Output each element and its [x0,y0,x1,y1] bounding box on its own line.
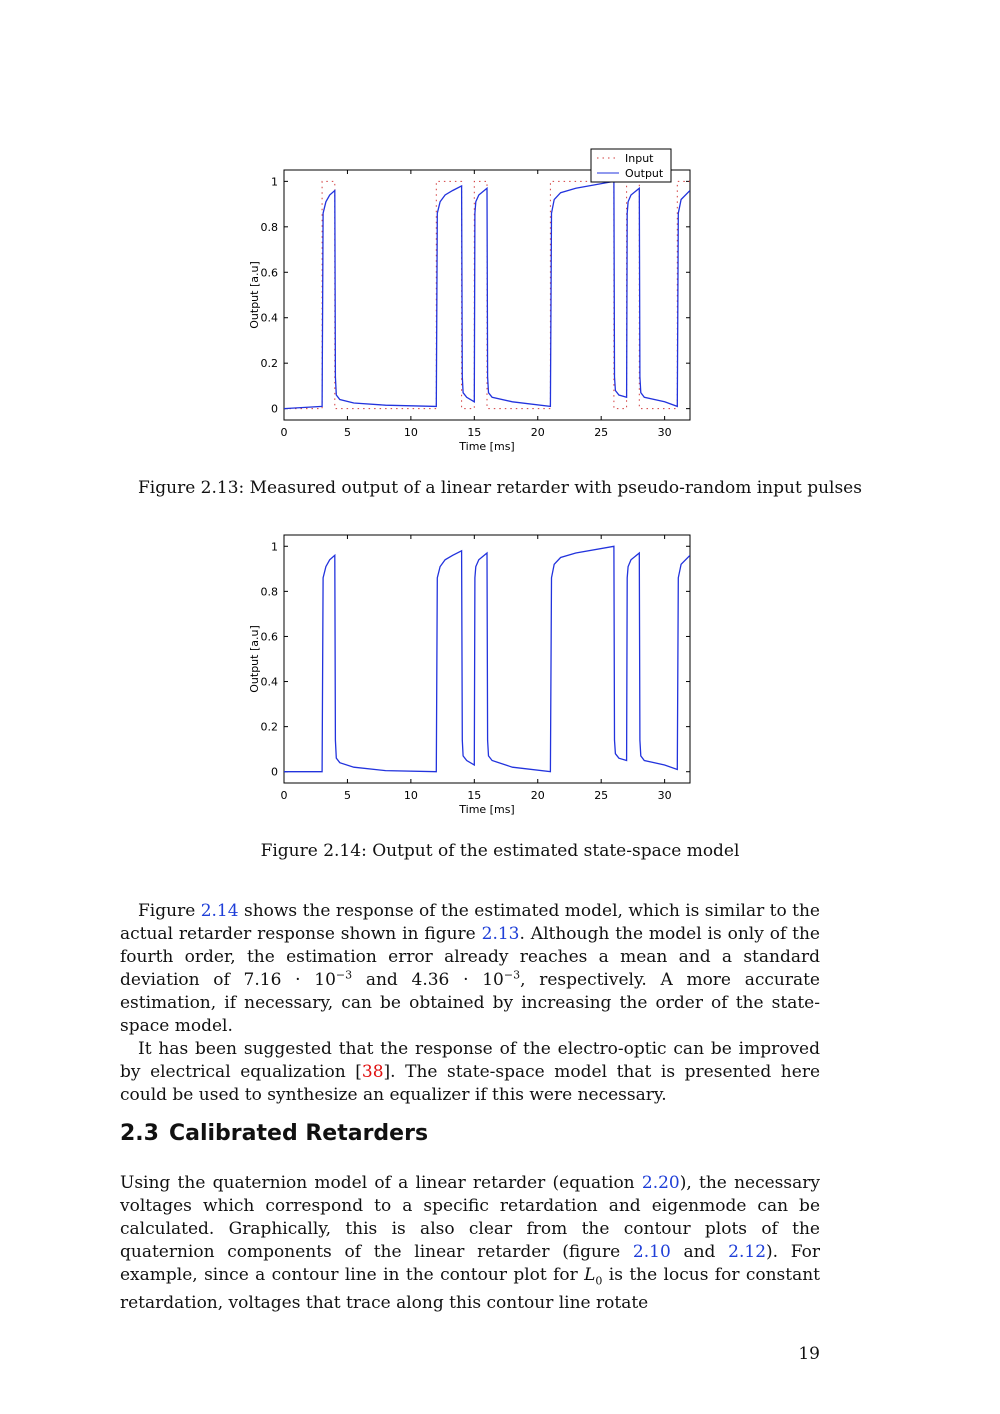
y-tick-label: 0.2 [260,720,278,734]
y-tick-label: 0.4 [260,311,278,325]
text-run: Using the quaternion model of a linear retarder (equation [120,1173,642,1193]
page-number: 19 [798,1344,820,1364]
figure-2-14 [240,525,700,825]
x-tick-label: 0 [280,426,288,439]
y-axis-label: Output [a.u] [248,625,261,693]
x-tick-label: 15 [467,426,482,439]
exponent: −3 [503,968,521,982]
x-tick-label: 15 [467,789,482,802]
text-run: and 4.36 · 10 [352,970,504,990]
text-run: ). For example, since a contour line in the contour plot for [120,1242,820,1285]
y-tick-label: 1 [271,540,278,554]
figure-2-13 [240,140,700,460]
y-tick-label: 0.8 [260,585,278,599]
figure-2-14-caption: Figure 2.14: Output of the estimated state-space model [260,841,740,861]
y-tick-label: 0 [271,402,278,416]
y-tick-label: 0.6 [260,630,278,644]
x-axis-label: Time [ms] [459,803,515,816]
text-run: Figure [138,901,201,921]
body-text-block-2 [120,1172,820,1315]
paragraph-2 [120,1038,820,1107]
figure-ref-2-12[interactable]: 2.12 [728,1242,767,1262]
x-axis-label: Time [ms] [459,440,515,453]
series-line-output [284,181,690,408]
series-line-model-output [284,546,690,771]
chart-model-output [240,525,700,825]
section-number: 2.3 [120,1121,159,1146]
figure-ref-2-10[interactable]: 2.10 [632,1242,671,1262]
figure-2-13-caption: Figure 2.13: Measured output of a linear retarder with pseudo-random input pulses [138,478,862,498]
equation-ref-2-20[interactable]: 2.20 [641,1173,680,1193]
paragraph-1 [120,900,820,1038]
text-run: ]. The state-space model that is presented here could be used to synthesize an equalizer if this were necessary. [120,1062,821,1105]
figure-ref-2-14[interactable]: 2.14 [200,901,239,921]
x-tick-label: 30 [657,789,672,802]
x-tick-label: 30 [657,426,672,439]
figure-ref-2-13[interactable]: 2.13 [481,924,520,944]
x-tick-label: 5 [343,789,351,802]
y-tick-label: 0.8 [260,220,278,234]
legend-label: Output [625,167,664,180]
chart-measured-output [240,140,700,460]
y-tick-label: 0.4 [260,675,278,689]
x-tick-label: 20 [530,789,545,802]
legend-label: Input [625,152,654,165]
text-run: shows the response of the estimated model, which is similar to the actual retarder response shown in figure [120,901,820,944]
math-symbol: L [584,1265,596,1285]
y-tick-label: 1 [271,175,278,189]
math-subscript: 0 [595,1274,603,1288]
text-run: . Although the model is only of the fourth order, the estimation error already reaches a mean and a standard deviation of 7.16 · 10 [120,924,820,990]
section-heading [120,1121,428,1146]
x-tick-label: 25 [594,426,609,439]
x-tick-label: 10 [403,426,418,439]
citation-38[interactable]: 38 [361,1062,384,1082]
y-axis-label: Output [a.u] [248,261,261,329]
section-title: Calibrated Retarders [168,1121,429,1146]
body-text-block-1 [120,900,820,1107]
x-tick-label: 5 [343,426,351,439]
x-tick-label: 20 [530,426,545,439]
x-tick-label: 25 [594,789,609,802]
y-tick-label: 0.6 [260,266,278,280]
text-run: and [670,1242,729,1262]
text-run: is the locus for constant retardation, voltages that trace along this contour line rotate [120,1265,820,1314]
paragraph-3 [120,1172,820,1315]
y-tick-label: 0.2 [260,357,278,371]
text-run: ), the necessary voltages which correspond to a specific retardation and eigenmode can be calculated. Graphically, this is also clear from the contour plots of the quaternion components of the linear retarder (figure [120,1173,820,1262]
x-tick-label: 0 [280,789,288,802]
x-tick-label: 10 [403,789,418,802]
text-run: It has been suggested that the response of the electro-optic can be improved by electrical equalization [ [120,1039,820,1082]
y-tick-label: 0 [271,765,278,779]
text-run: , respectively. A more accurate estimation, if necessary, can be obtained by increasing the order of the state-space model. [120,970,820,1036]
exponent: −3 [335,968,353,982]
